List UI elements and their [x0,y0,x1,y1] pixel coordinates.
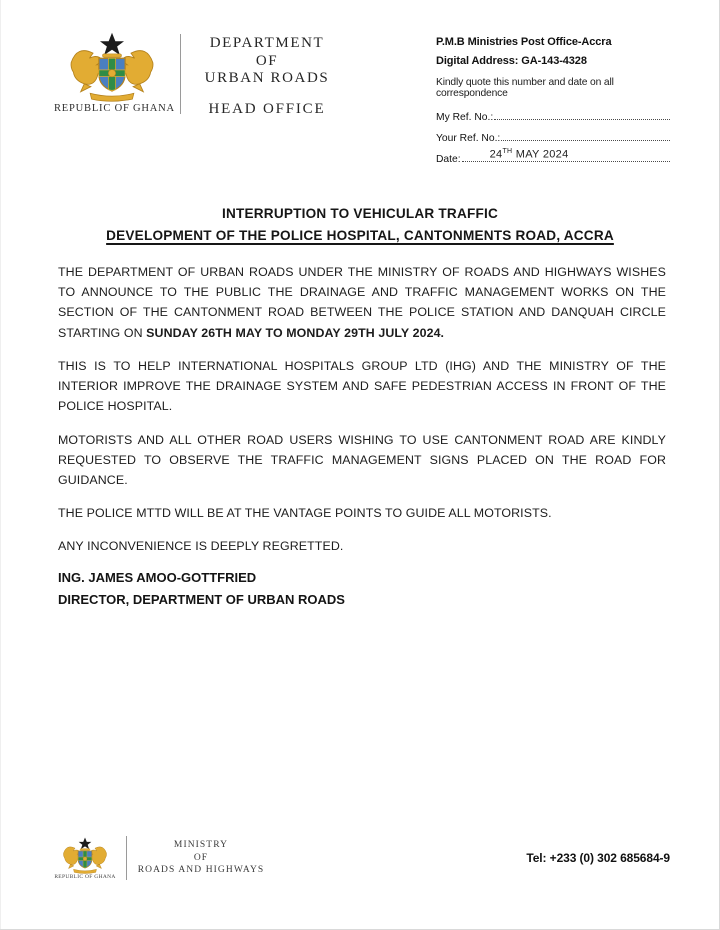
ghana-coat-of-arms-icon [68,32,156,102]
paragraph-3: MOTORISTS AND ALL OTHER ROAD USERS WISHING TO USE CANTONMENT ROAD ARE KINDLY REQUESTED TO OBSERVE THE TRAFFIC MANAGEMENT SIGNS PLACED ON THE ROAD FOR GUIDANCE. [58,432,666,487]
your-ref-dotted-line [501,140,670,141]
your-ref-row [436,123,670,144]
my-ref-dotted-line [494,119,670,120]
telephone-number: Tel: +233 (0) 302 685684-9 [526,851,670,865]
signature-block [58,567,345,611]
digital-address-line: Digital Address: GA-143-4328 [436,55,587,67]
ghana-coat-of-arms-icon [62,837,108,874]
republic-of-ghana-label: REPUBLIC OF GHANA [54,103,175,114]
letterhead [54,30,670,165]
date-label: Date: [436,154,461,165]
date-row [436,144,670,165]
ministry-line: MINISTRY [173,840,229,851]
paragraph-4: THE POLICE MTTD WILL BE AT THE VANTAGE POINTS TO GUIDE ALL MOTORISTS. [58,506,552,521]
department-title-block [193,30,341,165]
footer-emblem-block [54,837,116,880]
footer-vertical-divider [126,836,127,880]
letterhead-address-block [436,30,670,165]
my-ref-label: My Ref. No.: [436,112,494,123]
date-value: 24TH MAY 2024 [489,148,569,161]
letter-title [0,203,720,248]
ministry-line: ROADS AND HIGHWAYS [137,865,265,876]
paragraph-1-bold-dates: SUNDAY 26TH MAY TO MONDAY 29TH JULY 2024. [146,325,445,340]
my-ref-row [436,102,670,123]
signatory-title: DIRECTOR, DEPARTMENT OF URBAN ROADS [58,592,345,608]
header-vertical-divider [180,34,181,114]
ministry-block [137,839,265,876]
your-ref-label: Your Ref. No.: [436,133,501,144]
title-line-2: DEVELOPMENT OF THE POLICE HOSPITAL, CANTONMENTS ROAD, ACCRA [106,228,614,244]
letter-body [58,262,666,570]
date-dotted-line [462,148,670,162]
department-line: DEPARTMENT [209,35,325,51]
signatory-name: ING. JAMES AMOO-GOTTFRIED [58,570,257,585]
ministry-line: OF [193,852,209,863]
letterhead-emblem-block [54,30,175,165]
title-line-1: INTERRUPTION TO VEHICULAR TRAFFIC [222,206,498,221]
paragraph-2: THIS IS TO HELP INTERNATIONAL HOSPITALS GROUP LTD (IHG) AND THE MINISTRY OF THE INTERIOR IMPROVE THE DRAINAGE SYSTEM AND SAFE PEDESTRIAN ACCESS IN FRONT OF THE POLICE HOSPITAL. [58,358,666,414]
paragraph-1: THE DEPARTMENT OF URBAN ROADS UNDER THE MINISTRY OF ROADS AND HIGHWAYS WISHES TO ANNOUNCE TO THE PUBLIC THE DRAINAGE AND TRAFFIC MANAGEMENT WORKS ON THE SECTION OF THE CANTONMENT ROAD BETWEEN THE POLICE STATION AND DANQUAH CIRCLE STARTING ON SUNDAY 26TH MAY TO MONDAY 29TH JULY 2024. [58,265,666,340]
department-line: URBAN ROADS [204,70,330,87]
footer-republic-label: REPUBLIC OF GHANA [54,873,116,880]
paragraph-5: ANY INCONVENIENCE IS DEEPLY REGRETTED. [58,539,344,554]
department-line: OF [255,52,279,69]
head-office-label: HEAD OFFICE [208,101,326,118]
quote-note: Kindly quote this number and date on all correspondence [436,77,614,99]
letter-footer [54,836,670,880]
po-box-line: P.M.B Ministries Post Office-Accra [436,36,612,48]
